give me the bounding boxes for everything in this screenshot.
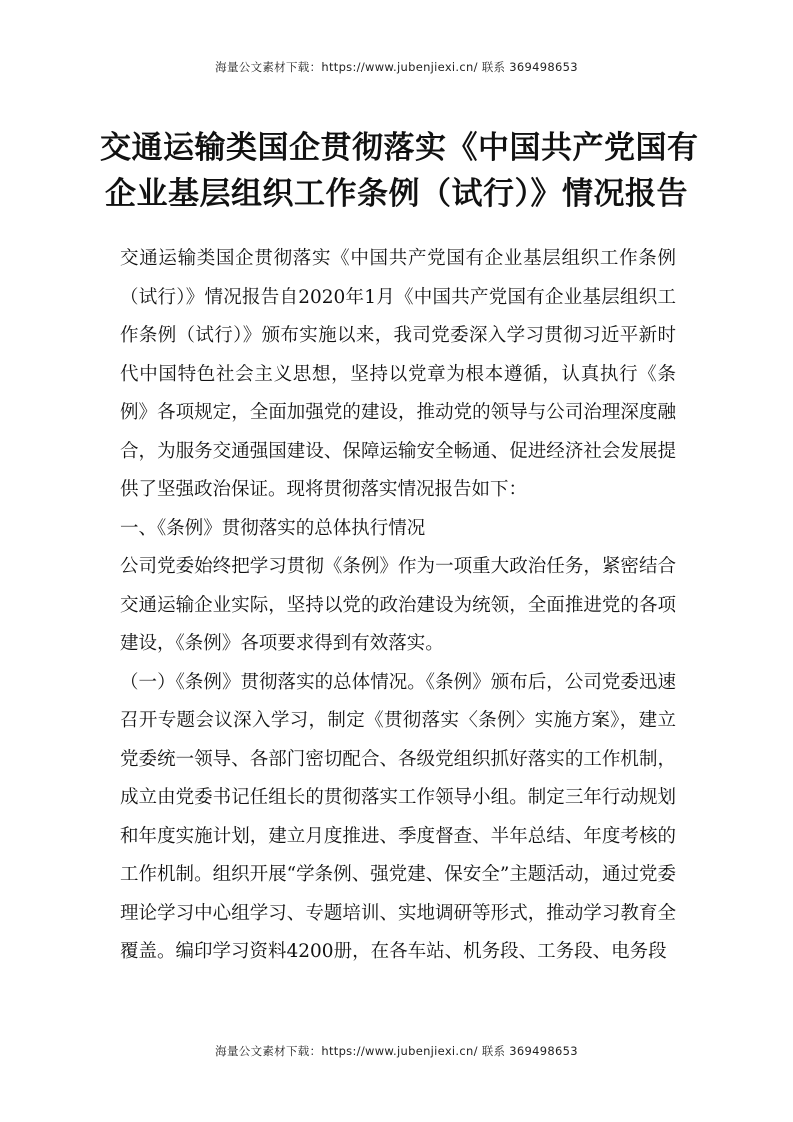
body-paragraph-subsection-1: （一）《条例》贯彻落实的总体情况。《条例》颁布后，公司党委迅速召开专题会议深入学习，制定《贯彻落实〈条例〉实施方案》，建立党委统一领导、各部门密切配合、各级党组织抓好落实的工作机制，成立由党委书记任组长的贯彻落实工作领导小组。制定三年行动规划和年度实施计划，建立月度推进、季度督查、半年总结、年度考核的工作机制。组织开展“学条例、强党建、保安全”主题活动，通过党委理论学习中心组学习、专题培训、实地调研等形式，推动学习教育全覆盖。编印学习资料4200册，在各车站、机务段、工务段、电务段 <box>120 671 676 962</box>
body-paragraph-intro: 交通运输类国企贯彻落实《中国共产党国有企业基层组织工作条例（试行）》情况报告自2020年1月《中国共产党国有企业基层组织工作条例（试行）》颁布实施以来，我司党委深入学习贯彻习近平新时代中国特色社会主义思想，坚持以党章为根本遵循，认真执行《条例》各项规定，全面加强党的建设，推动党的领导与公司治理深度融合，为服务交通强国建设、保障运输安全畅通、促进经济社会发展提供了坚强政治保证。现将贯彻落实情况报告如下： <box>120 248 676 500</box>
page-header: 海量公文素材下载：https://www.jubenjiexi.cn/ 联系 369498653 <box>215 60 578 74</box>
document-title <box>100 125 699 217</box>
page-footer: 海量公文素材下载：https://www.jubenjiexi.cn/ 联系 369498653 <box>215 1044 578 1058</box>
body-paragraph-overview: 公司党委始终把学习贯彻《条例》作为一项重大政治任务，紧密结合交通运输企业实际，坚持以党的政治建设为统领，全面推进党的各项建设，《条例》各项要求得到有效落实。 <box>120 556 676 654</box>
title-line-2: 企业基层组织工作条例（试行）》情况报告 <box>105 176 688 212</box>
section-heading-1: 一、《条例》贯彻落实的总体执行情况 <box>120 517 426 539</box>
document-body <box>120 240 676 972</box>
title-line-1: 交通运输类国企贯彻落实《中国共产党国有 <box>100 130 699 166</box>
